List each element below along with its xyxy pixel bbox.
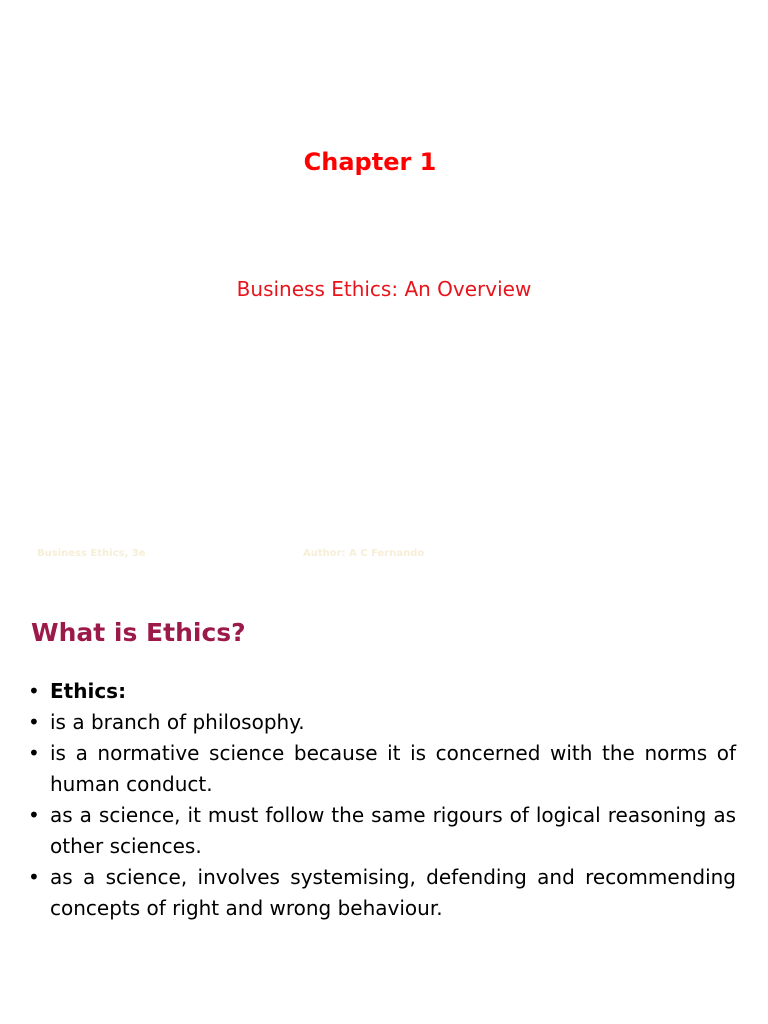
- list-item: [28, 676, 736, 707]
- footer-book-title: Business Ethics, 3e: [37, 548, 146, 559]
- bullet-icon: •: [28, 865, 40, 889]
- bullet-icon: •: [28, 710, 40, 734]
- list-item: [28, 862, 736, 924]
- list-item-text: as a science, involves systemising, defending and recommending concepts of right and wrong behaviour.: [50, 865, 736, 920]
- footer-author: Author: A C Fernando: [303, 548, 425, 559]
- list-item-text: is a branch of philosophy.: [50, 710, 305, 734]
- list-item-text: Ethics:: [50, 679, 127, 703]
- bullet-icon: •: [28, 741, 40, 765]
- list-item: [28, 800, 736, 862]
- list-item: [28, 738, 736, 800]
- bullet-list: [28, 676, 736, 924]
- list-item: [28, 707, 736, 738]
- chapter-title: Chapter 1: [303, 148, 437, 176]
- list-item-text: as a science, it must follow the same rigours of logical reasoning as other sciences.: [50, 803, 736, 858]
- bullet-icon: •: [28, 803, 40, 827]
- bullet-icon: •: [28, 679, 40, 703]
- list-item-text: is a normative science because it is concerned with the norms of human conduct.: [50, 741, 736, 796]
- section-heading: What is Ethics?: [31, 618, 246, 647]
- content-slide: [0, 576, 768, 1024]
- chapter-subtitle: Business Ethics: An Overview: [236, 277, 532, 301]
